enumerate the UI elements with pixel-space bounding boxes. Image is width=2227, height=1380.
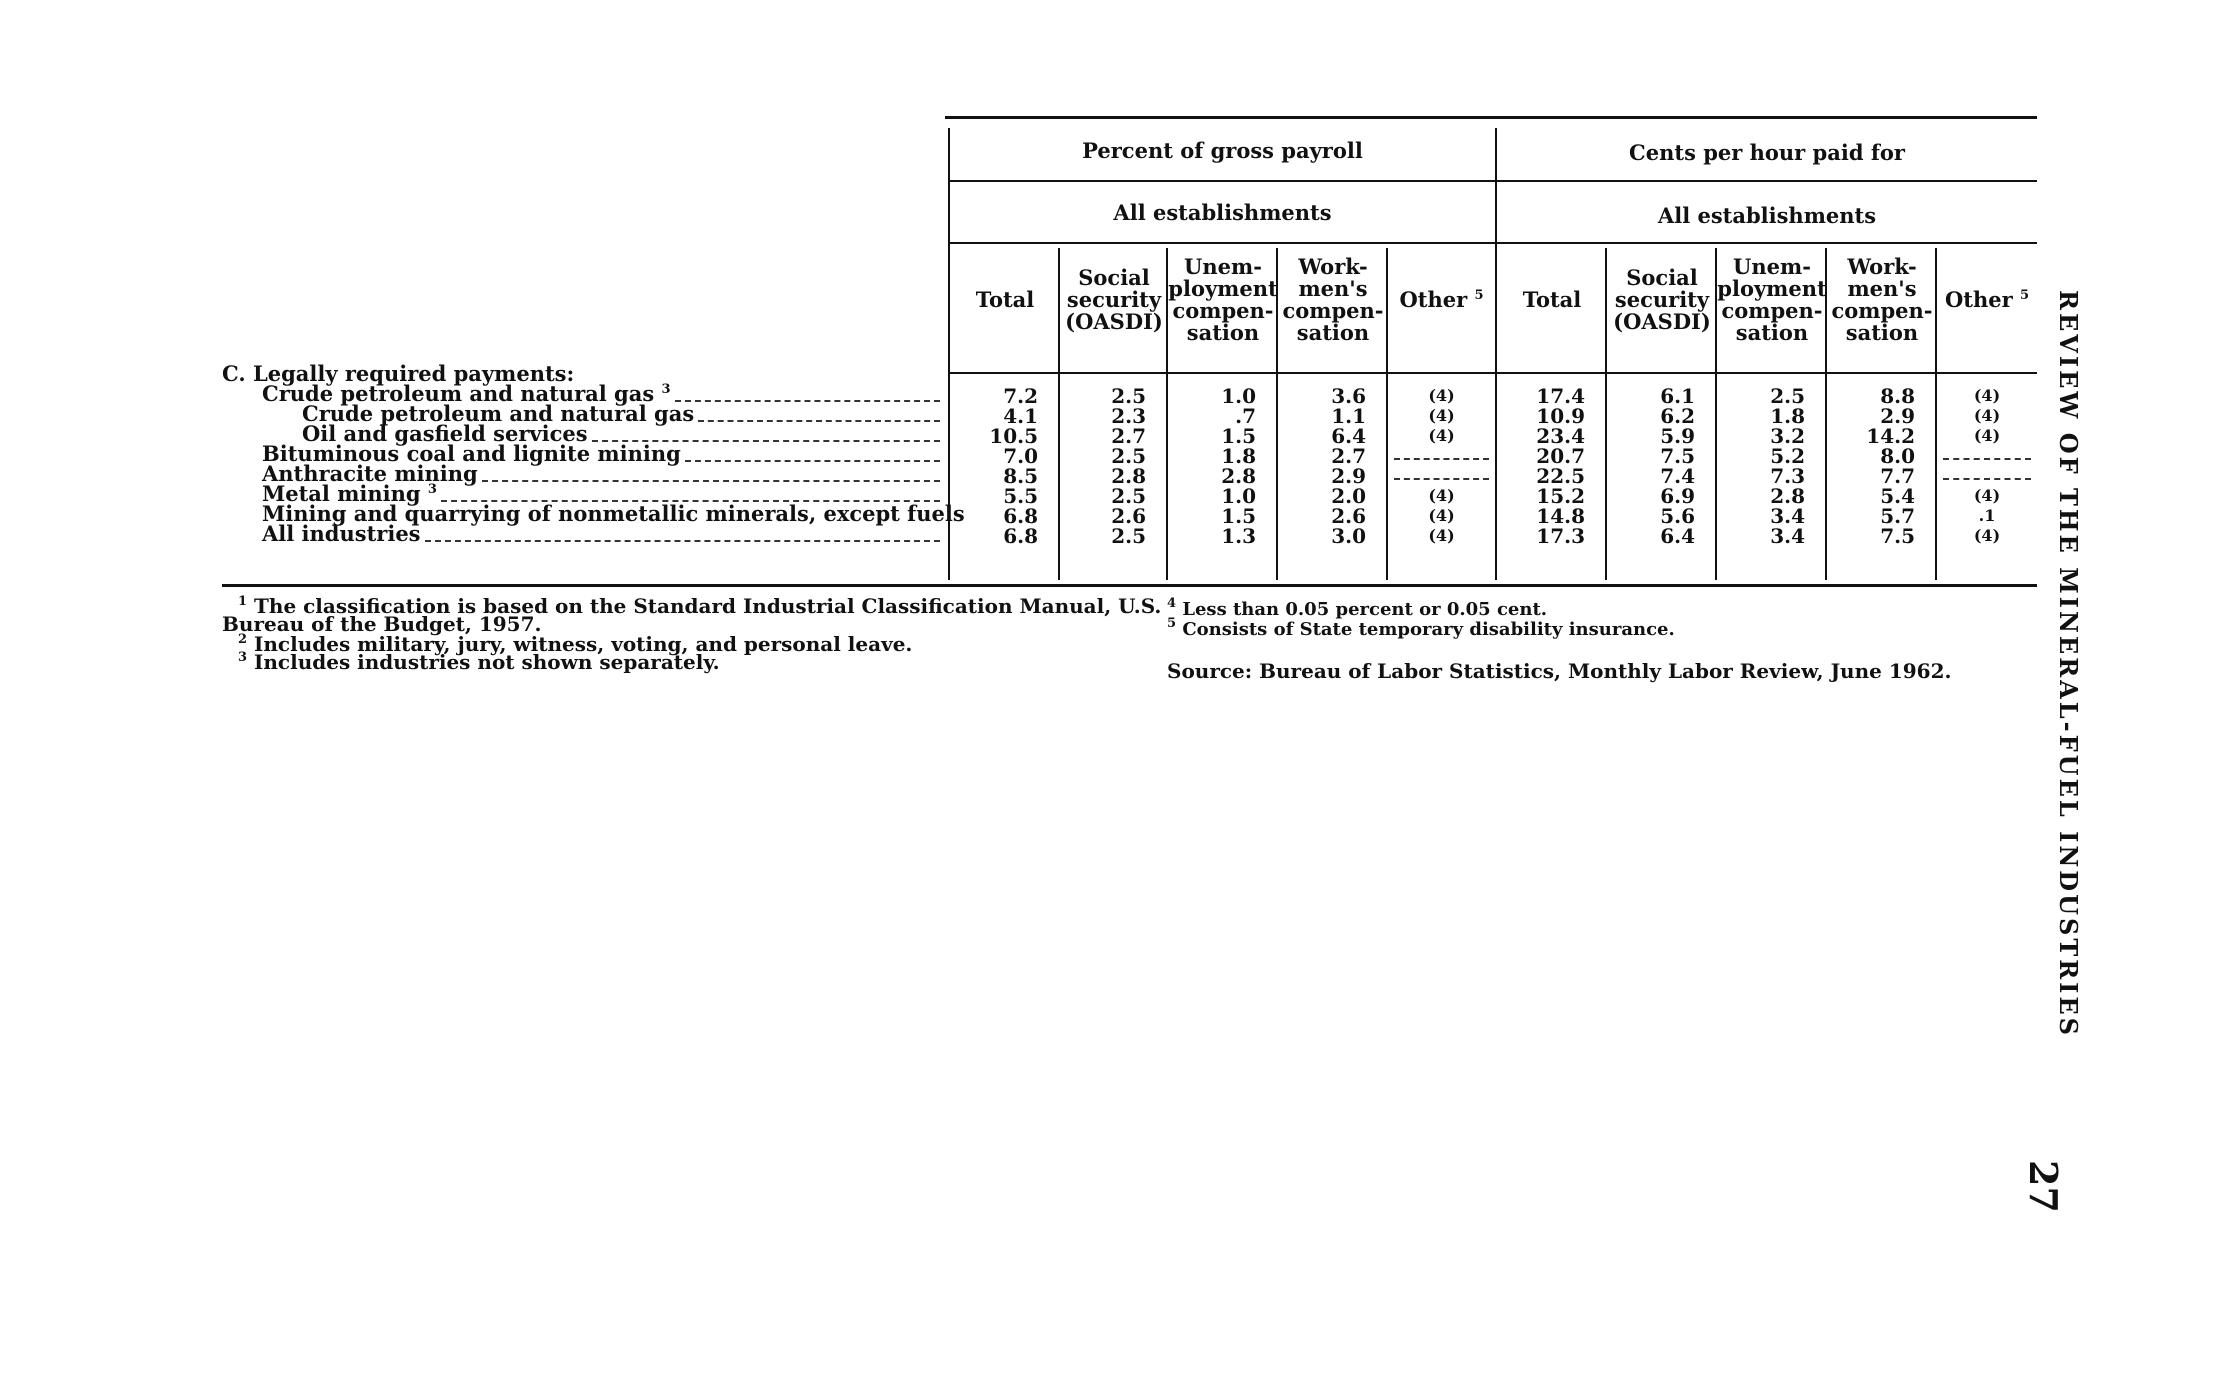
table-cell: 2.5 [1111,444,1146,468]
table-cell: 2.5 [1111,524,1146,548]
table-cell: 5.5 [1003,484,1038,508]
footnote-right [1167,616,1675,642]
table-cell: 3.0 [1331,524,1366,548]
column-header-text: Social security (OASDI) [1613,265,1711,334]
empty-cell-leader [1943,478,2031,480]
column-header-right-2 [1717,256,1827,344]
table-cell: 7.5 [1660,444,1695,468]
table-cell: 5.4 [1880,484,1915,508]
table-cell: (4) [1973,486,2001,505]
footnote-text: Includes military, jury, witness, voting, and personal leave. [254,632,913,656]
table-top-rule [945,116,2037,119]
table-cell: 3.2 [1770,424,1805,448]
table-cell: (4) [1973,426,2001,445]
table-cell: (4) [1973,406,2001,425]
table-cell: 3.4 [1770,524,1805,548]
table-cell: 6.2 [1660,404,1695,428]
table-cell: (4) [1428,486,1455,505]
table-cell: 14.8 [1536,504,1585,528]
row-label-text: All industries [262,521,421,546]
footnote-text: Bureau of the Budget, 1957. [222,612,542,636]
table-cell: 2.7 [1111,424,1146,448]
table-cell: 22.5 [1536,464,1585,488]
table-cell: 2.9 [1880,404,1915,428]
table-cell: 1.8 [1770,404,1805,428]
table-cell: (4) [1428,506,1455,525]
table-cell: (4) [1428,386,1455,405]
footnote-left [238,652,720,676]
table-cell: (4) [1973,526,2001,545]
column-header-left-3 [1278,256,1388,344]
table-cell: 1.8 [1221,444,1256,468]
table-cell: 2.6 [1331,504,1366,528]
row-leader [592,440,940,442]
table-cell: 6.1 [1660,384,1695,408]
column-header-text: Total [975,287,1035,312]
footnote-mark: 5 [1167,616,1177,631]
footnote-mark: 3 [661,382,671,397]
footnote-mark: 2 [238,632,248,647]
table-cell: 1.1 [1331,404,1366,428]
group-header-left: Percent of gross payroll [1082,138,1363,163]
footnote-mark: 3 [427,482,437,497]
table-cell: 7.7 [1880,464,1915,488]
table-cell: 10.9 [1536,404,1585,428]
table-cell: 7.4 [1660,464,1695,488]
column-header-left-1 [1060,267,1168,333]
empty-cell-leader [1394,458,1489,460]
row-label-text: Metal mining [262,481,421,506]
table-cell: 7.5 [1880,524,1915,548]
table-cell: 2.6 [1111,504,1146,528]
column-header-right-3 [1827,256,1937,344]
column-header-text: Other [1944,287,2013,312]
table-cell: 6.8 [1003,504,1038,528]
table-cell: 8.0 [1880,444,1915,468]
row-label-text: Bituminous coal and lignite mining [262,441,681,466]
table-cell: 5.6 [1660,504,1695,528]
footnote-mark: 1 [238,594,248,609]
table-cell: 10.5 [989,424,1038,448]
table-cell: 1.5 [1221,424,1256,448]
table-cell: 2.8 [1221,464,1256,488]
row-leader [441,500,940,502]
row-leader [425,540,940,542]
table-cell: 2.9 [1331,464,1366,488]
table-cell: (4) [1428,406,1455,425]
table-cell: 4.1 [1003,404,1038,428]
column-header-left-4 [1388,289,1495,315]
table-cell: (4) [1428,426,1455,445]
footnote-mark: 3 [238,650,248,665]
footnote-text: Includes industries not shown separately. [254,650,720,674]
table-cell: 23.4 [1536,424,1585,448]
column-header-right-0 [1497,289,1607,311]
footnote-mark: 4 [1167,596,1177,611]
table-cell: 7.2 [1003,384,1038,408]
row-label-text: Mining and quarrying of nonmetallic minerals, except fuels [262,501,965,526]
table-cell: 1.0 [1221,484,1256,508]
table-cell: 8.5 [1003,464,1038,488]
footnote-text: Less than 0.05 percent or 0.05 cent. [1182,599,1548,620]
row-label-text: Anthracite mining [262,461,478,486]
footnote-text: The classification is based on the Standard Industrial Classification Manual, U.S. [254,594,1162,618]
table-cell: 2.5 [1111,484,1146,508]
table-cell: 2.5 [1111,384,1146,408]
row-label-text: Oil and gasfield services [302,421,588,446]
table-cell: 6.9 [1660,484,1695,508]
row-label [262,521,421,546]
table-cell: 2.7 [1331,444,1366,468]
sub-header-left: All establishments [1113,200,1332,225]
table-cell: 5.7 [1880,504,1915,528]
row-leader [685,460,940,462]
column-header-right-1 [1607,267,1717,333]
table-cell: 5.2 [1770,444,1805,468]
table-cell: 2.3 [1111,404,1146,428]
table-cell: 2.8 [1770,484,1805,508]
column-header-text: Work- men's compen- sation [1282,254,1384,345]
column-header-left-2 [1168,256,1278,344]
row-leader [675,400,940,402]
table-cell: 1.5 [1221,504,1256,528]
table-cell: 3.6 [1331,384,1366,408]
row-label-text: Crude petroleum and natural gas [262,381,655,406]
running-head-text: REVIEW OF THE MINERAL-FUEL INDUSTRIES [2054,290,2083,1038]
table-cell: 7.0 [1003,444,1038,468]
table-cell: 2.0 [1331,484,1366,508]
column-header-text: Total [1522,287,1582,312]
column-header-left-0 [950,289,1060,311]
footnote-left [222,614,541,634]
column-header-rule [950,372,2037,374]
row-leader [698,420,940,422]
table-cell: 7.3 [1770,464,1805,488]
column-header-text: Work- men's compen- sation [1831,254,1933,345]
table-cell: 6.4 [1660,524,1695,548]
footnote-mark: 5 [1474,288,1484,303]
table-cell: 3.4 [1770,504,1805,528]
footnote-mark: 5 [2019,288,2030,303]
table-cell: (4) [1973,386,2001,405]
table-cell: 2.8 [1111,464,1146,488]
group-header-right: Cents per hour paid for [1629,140,1905,165]
table-cell: 17.4 [1536,384,1585,408]
table-cell: 14.2 [1866,424,1915,448]
table-cell: .1 [1978,506,1996,525]
empty-cell-leader [1394,478,1489,480]
table-cell: 1.0 [1221,384,1256,408]
table-cell: 8.8 [1880,384,1915,408]
group-header-rule [950,180,2037,182]
table-cell: 6.4 [1331,424,1366,448]
section-title: C. Legally required payments: [222,361,575,386]
sub-header-right: All establishments [1657,203,1877,228]
column-header-text: Other [1399,287,1468,312]
page-number: 27 [2021,1160,2066,1213]
column-header-right-4 [1937,289,2037,315]
row-label-text: Crude petroleum and natural gas [302,401,695,426]
column-header-text: Social security (OASDI) [1065,265,1163,334]
table-cell: 6.8 [1003,524,1038,548]
sub-header-rule [950,242,2037,244]
table-cell: .7 [1235,404,1256,428]
table-cell: 5.9 [1660,424,1695,448]
table-cell: 2.5 [1770,384,1805,408]
table-cell: 1.3 [1221,524,1256,548]
column-header-text: Unem- ployment compen- sation [1168,254,1278,345]
table-cell: (4) [1428,526,1455,545]
table-cell: 15.2 [1536,484,1585,508]
empty-cell-leader [1943,458,2031,460]
running-head [2043,290,2083,1038]
table-cell: 20.7 [1536,444,1585,468]
source-note: Source: Bureau of Labor Statistics, Monthly Labor Review, June 1962. [1167,659,1952,683]
column-header-text: Unem- ployment compen- sation [1717,254,1827,345]
table-bottom-rule [222,584,2037,587]
row-leader [482,480,940,482]
footnote-text: Consists of State temporary disability insurance. [1182,619,1675,640]
table-cell: 17.3 [1536,524,1585,548]
